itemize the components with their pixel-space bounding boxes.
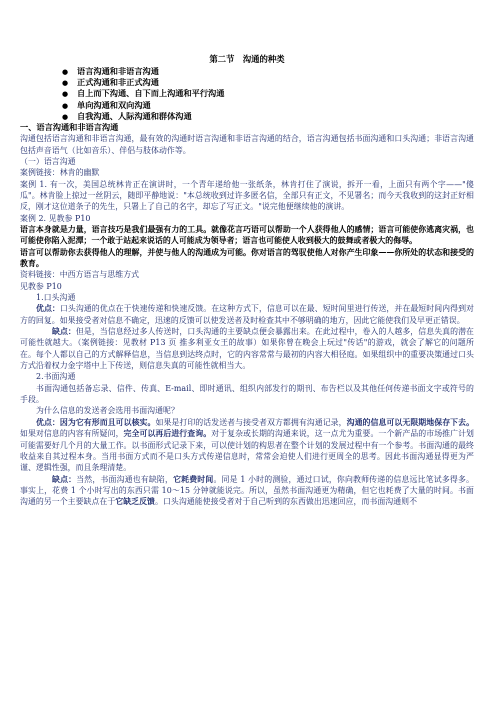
written-advantage-text: 如果是打印的话发送者与接受者双方都拥有沟通记录，: [155, 417, 347, 427]
topic-item: ● 自我沟通、人际沟通和群体沟通: [62, 111, 474, 122]
written-disadvantage-bold: 它耗费时间: [173, 474, 214, 484]
written-disadvantages: [20, 474, 474, 508]
written-disadvantage-text: 。同是 1 小时的测验，通过口试，你向教师传递的信息远比笔试多得多。事实上，花费 1 个小时写出的东西只需 10～15 分钟就能说完。所以，虽然书面沟通更为精确，但它也耗费了大量的时间。书面沟通的另一个主要缺点在于: [20, 474, 474, 507]
written-disadvantage-bold: 它缺乏反馈: [115, 497, 156, 507]
topic-item: ● 自上而下沟通、自下而上沟通和平行沟通: [62, 88, 474, 99]
written-definition: 书面沟通包括备忘录、信件、传真、E-mail、即时通讯、组织内部发行的期刊、布告栏以及其他任何传递书面文字或符号的手段。: [20, 383, 474, 405]
section-title: 第二节 沟通的种类: [209, 54, 285, 64]
bold-paragraph-2: 语言可以帮助你去获得他人的理解，并使与他人的沟通成为可能。你对语言的驾驭使他人对你产生印象——你所处的状态和接受的教育。: [20, 247, 474, 268]
case-link: 案例链接：林肯的幽默: [20, 168, 100, 178]
topic-item: ● 语言沟通和非语言沟通: [62, 66, 474, 77]
label-disadvantage: 缺点：: [52, 327, 76, 337]
subsection-heading: （一）语言沟通: [20, 156, 76, 166]
written-advantages: [20, 417, 474, 474]
written-question: 为什么信息的发送者会选用书面沟通呢？: [36, 406, 179, 416]
section-heading: 一、语言沟通和非语言沟通: [20, 122, 119, 133]
written-advantage-bold: 沟通的信息可以无限期地保存下去。: [346, 417, 475, 427]
oral-heading: 1.口头沟通: [36, 293, 76, 303]
topic-item: ● 正式沟通和非正式沟通: [62, 77, 474, 88]
oral-advantages-text: 口头沟通的优点在于快速传递和快速反馈。在这种方式下，信息可以在最、短时间里进行传送，并在最短时间内得到对方的回复。如果接受者对信息不确定，迅速的反馈可以使发送者及时检查其中不够明确的地方，因此它能使我们及早更正错误。: [20, 304, 475, 325]
written-advantage-text: 如果对信息的内容有所疑问，: [20, 429, 124, 439]
written-advantage-bold: 完全可以再后进行查询。: [123, 429, 212, 439]
written-advantage-bold: 因为它有形而且可以核实。: [59, 417, 156, 427]
written-heading: 2.书面沟通: [36, 372, 76, 382]
bold-paragraph-1: 语言本身就是力量，语言技巧是我们最强有力的工具。就像花言巧语可以帮助一个人获得他人的感情；语言可能使你逃离灾祸，也可能使你陷入泥潭；一个敢于站起来说话的人可能成为领导者；语言也可能使人收到极大的鼓舞或者极大的侮辱。: [20, 224, 474, 246]
label-advantage: 优点：: [36, 304, 60, 314]
written-advantage-text: 对于复杂或长期的沟通来说，这一点尤为重要。一个新产品的市场推广计划可能需要好几个月的大量工作。以书面形式记录下来，可以使计划的构思者在整个计划的发展过程中有一个参考。书面沟通的最终收益来自其过程本身。当用书面方式而不是口头方式传递信息时，常常会迫使人们进行更周全的思考。因此书面沟通显得更为严谨、逻辑性强，而且条理清楚。: [20, 429, 474, 473]
oral-disadvantages-text: 但是，当信息经过多人传送时，口头沟通的主要缺点便会暴露出来。在此过程中，卷入的人越多，信息失真的潜在可能性就越大。（案例链接：见教材 P13 页 推多利亚女王的故事）如果你曾在晚会上玩过"传话"的游戏，就会了解它的问题所在。每个人都以自己的方式解释信息，当信息到达终点时，它的内容常常与最初的内容大相径庭。如果组织中的重要决策通过口头方式沿着权力金字塔中上下传送，则信息失真的可能性就相当大。: [20, 327, 474, 371]
topic-item: ● 单向沟通和双向沟通: [62, 100, 474, 111]
label-disadvantage: 缺点：: [52, 474, 77, 484]
topic-list: [62, 66, 474, 122]
reference-note: 见教参 P10: [20, 281, 62, 291]
case-2-reference: 案例 2. 见教参 P10: [20, 213, 91, 223]
intro-paragraph: 沟通包括语言沟通和非语言沟通，最有效的沟通时语言沟通和非语言沟通的结合，语言沟通包括书面沟通和口头沟通；非语言沟通包括声音语气（比如音乐）、伴侣与肢体动作等。: [20, 134, 474, 155]
case-1-paragraph: 案例 1. 有一次，美国总统林肯正在演讲时，一个青年递给他一张纸条，林肯打住了演说，拆开一看，上面只有两个字——"傻瓜"。林肯脸上掠过一丝阴云，随即平静地说："本总统收到过许多匿名信，全部只有正文，不见署名；而今天我收到的这封正好相反，刚才这位道条子的先生，只署上了自己的名字，却忘了写正文。"说完他便继续他的演讲。: [20, 179, 474, 212]
label-advantage: 优点：: [36, 417, 60, 427]
written-disadvantage-text: 。口头沟通能使接受者对于自己听到的东西做出迅速回应，而书面沟通则不: [155, 497, 418, 507]
oral-advantages: [20, 303, 474, 326]
resource-link: 资料链接：中西方语言与思维方式: [20, 270, 140, 280]
written-disadvantage-text: 当然，书面沟通也有缺陷，: [76, 474, 174, 484]
oral-disadvantages: [20, 326, 474, 371]
